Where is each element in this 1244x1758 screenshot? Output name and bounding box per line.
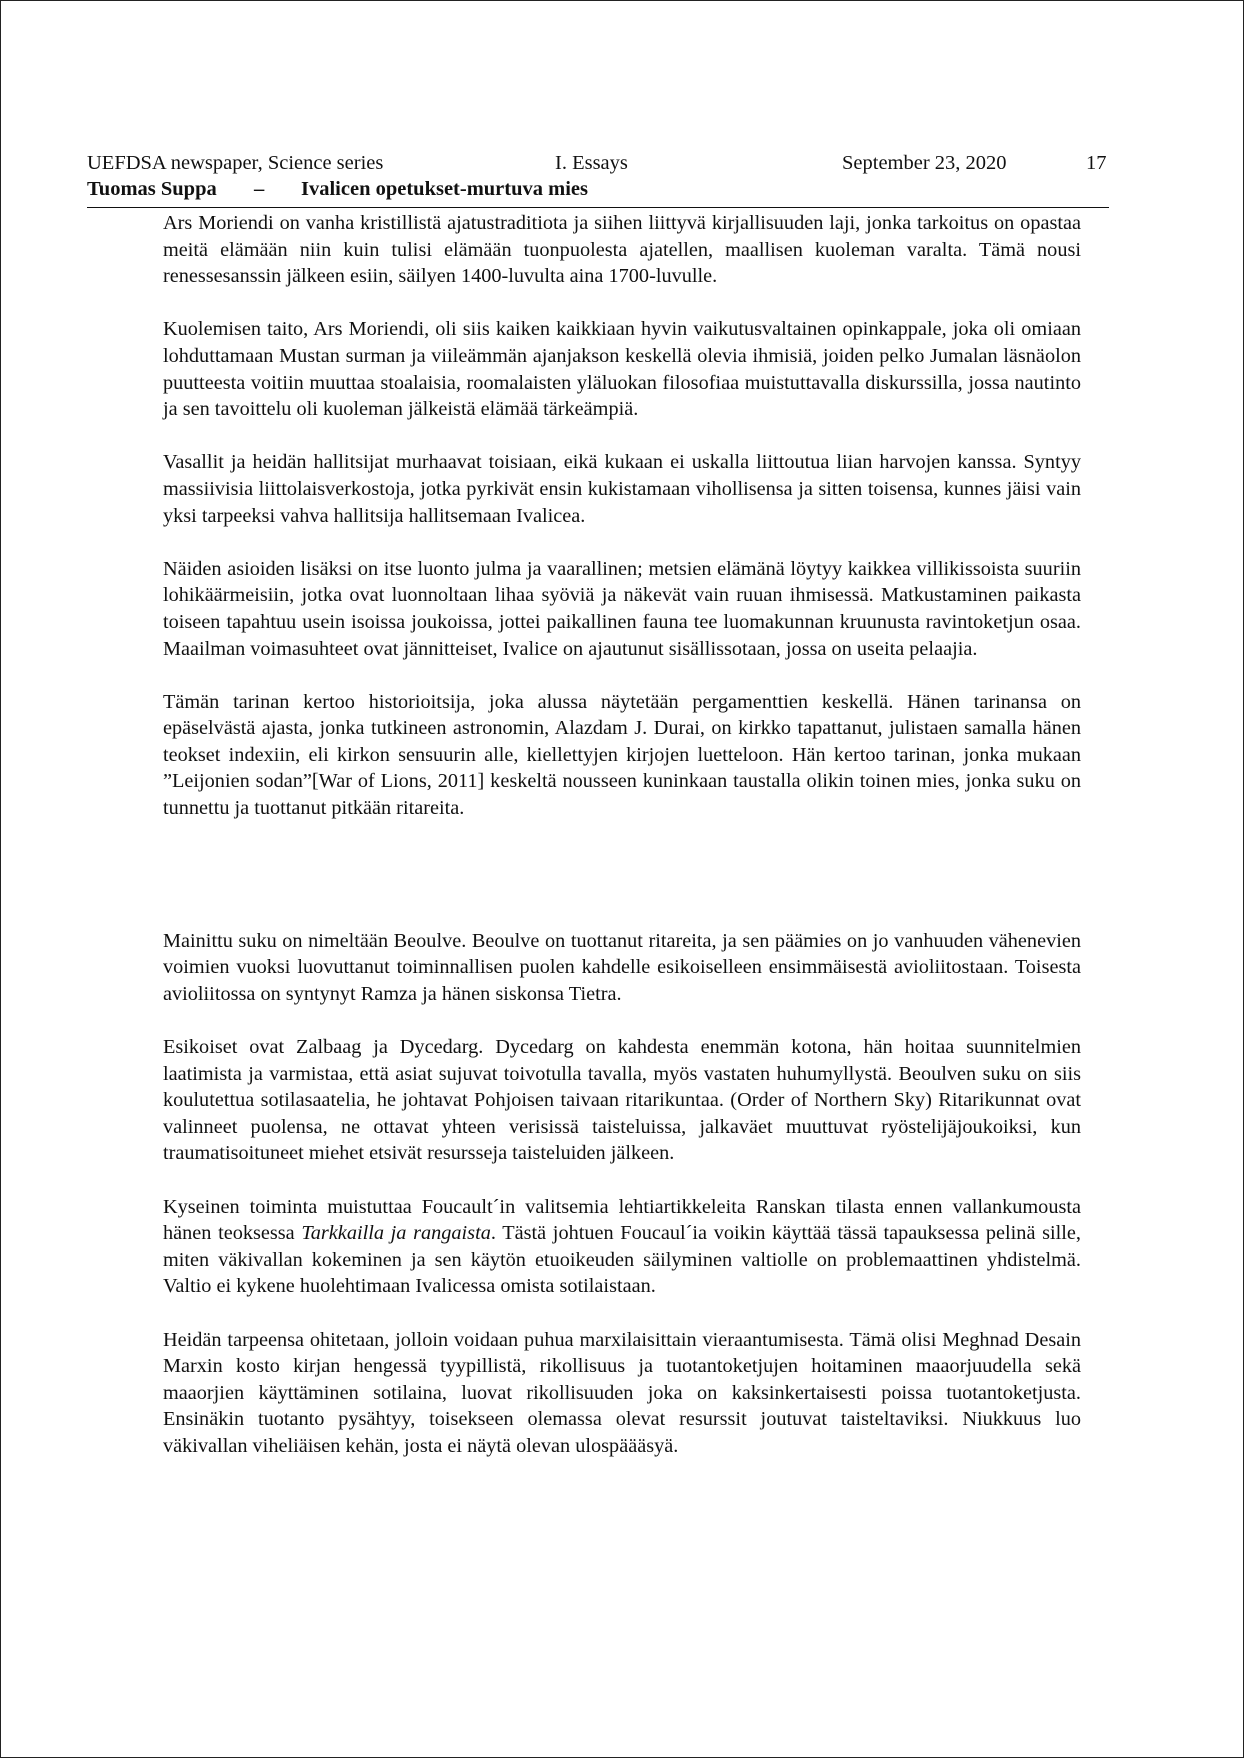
paragraph: Ars Moriendi on vanha kristillistä ajatustraditiota ja siihen liittyvä kirjallisuuden laji, jonka tarkoitus on opastaa meitä elämään niin kuin tulisi elämään tuonpuolesta ajatellen, maallisen kuoleman varalta. Tämä nousi renessesanssin jälkeen esiin, säilyen 1400-luvulta aina 1700-luvulle. (163, 212, 1081, 288)
header-row-top (87, 150, 1109, 176)
article-title: Ivalicen opetukset-murtuva mies (301, 178, 588, 200)
paragraph: Esikoiset ovat Zalbaag ja Dycedarg. Dycedarg on kahdesta enemmän kotona, hän hoitaa suunnitelmien laatimista ja varmistaa, että asiat sujuvat toivotulla tavalla, myös vastaten huhumyllystä. Beoulven suku on siis koulutettua sotilasaatelia, he johtavat Pohjoisen taivaan ritarikuntaa. (Order of Northern Sky) Ritarikunnat ovat valinneet puolensa, ne ottavat yhteen verisissä taisteluissa, jalkaväet muuttuvat ryöstelijäjoukoiksi, kun traumatisoituneet miehet etsivät resursseja taisteluiden jälkeen. (163, 1036, 1081, 1165)
paragraph: Mainittu suku on nimeltään Beoulve. Beoulve on tuottanut ritareita, ja sen päämies on jo vanhuuden vähenevien voimien vuoksi luovuttanut toiminnallisen puolen kahdelle esikoiselleen ensimmäisestä avioliitostaan. Toisesta avioliitossa on syntynyt Ramza ja hänen siskonsa Tietra. (163, 929, 1081, 1005)
header-dash: – (254, 178, 265, 200)
article-body (163, 210, 1081, 1460)
paragraph: Heidän tarpeensa ohitetaan, jolloin voidaan puhua marxilaisittain vieraantumisesta. Tämä olisi Meghnad Desain Marxin kosto kirjan hengessä tyypillistä, rikollisuus ja tuotantoketjujen hoitaminen maaorjuudella sekä maaorjien käyttäminen sotilaina, luovat rikollisuuden joka on kaksinkertaisesti poissa tuotantoketjusta. Ensinäkin tuotanto pysähtyy, toisekseen olemassa olevat resurssit joutuvat taisteltaviksi. Niukkuus luo väkivallan viheliäisen kehän, josta ei näytä olevan ulospäääsyä. (163, 1328, 1081, 1457)
running-header (87, 150, 1109, 202)
section-label: I. Essays (555, 152, 628, 174)
paragraph: Tämän tarinan kertoo historioitsija, joka alussa näytetään pergamenttien keskellä. Hänen tarinansa on epäselvästä ajasta, jonka tutkineen astronomin, Alazdam J. Durai, on kirkko tapattanut, julistaen samalla hänen teokset indexiin, eli kirkon sensuurin alle, kiellettyjen kirjojen luetteloon. Hän kertoo tarinan, jonka mukaan ”Leijonien sodan”[War of Lions, 2011] keskeltä nousseen kuninkaan taustalla olikin toinen mies, jonka suku on tunnettu ja tuottanut pitkään ritareita. (163, 690, 1081, 820)
paragraph-foucault (163, 1194, 1081, 1300)
paragraph-text: . Tästä johtuen Foucaul´ia voikin käyttää tässä tapauksessa pelinä sille, miten väkivallan kokeminen ja sen käytön etuoikeuden säilyminen valtiolle on problemaattinen yhdistelmä. Valtio ei kykene huolehtimaan Ivalicessa omista sotilaistaan. (163, 1222, 1081, 1298)
header-row-bottom (87, 176, 1109, 202)
journal-name: UEFDSA newspaper, Science series (87, 152, 384, 174)
paragraph: Vasallit ja heidän hallitsijat murhaavat toisiaan, eikä kukaan ei uskalla liittoutua liian harvojen kanssa. Syntyy massiivisia liittolaisverkostoja, jotka pyrkivät ensin kukistamaan vihollisensa ja sitten toisensa, kunnes jäisi vain yksi tarpeeksi vahva hallitsija hallitsemaan Ivalicea. (163, 451, 1081, 527)
book-title-italic: Tarkkailla ja rangaista (301, 1222, 491, 1245)
paragraph-text: Kyseinen toiminta muistuttaa Foucault´in valitsemia lehtiartikkeleita Ranskan tilasta ennen vallankumousta hänen teoksessa (163, 1195, 1081, 1245)
page-number: 17 (1086, 152, 1107, 174)
paragraph: Näiden asioiden lisäksi on itse luonto julma ja vaarallinen; metsien elämänä löytyy kaikkea villikissoista suuriin lohikäärmeisiin, jotka ovat luonnoltaan lihaa syöviä ja näkevät vain ruuan ihmisessä. Matkustaminen paikasta toiseen tapahtuu usein isoissa joukoissa, jottei paikallinen fauna tee luomakunnan kruunusta ravintoketjun osaa. Maailman voimasuhteet ovat jännitteiset, Ivalice on ajautunut sisällissotaan, jossa on useita pelaajia. (163, 557, 1081, 660)
issue-date: September 23, 2020 (842, 152, 1007, 174)
header-rule (87, 207, 1109, 208)
paragraph: Kuolemisen taito, Ars Moriendi, oli siis kaiken kaikkiaan hyvin vaikutusvaltainen opinkappale, joka oli omiaan lohduttamaan Mustan surman ja viileämmän ajanjakson keskellä olevia ihmisiä, joiden pelko Jumalan läsnäolon puutteesta voitiin muuttaa stoalaisia, roomalaisten yläluokan filosofiaa muistuttavalla diskurssilla, jossa nautinto ja sen tavoittelu oli kuoleman jälkeistä elämää tärkeämpiä. (163, 318, 1081, 421)
author-name: Tuomas Suppa (87, 178, 217, 200)
